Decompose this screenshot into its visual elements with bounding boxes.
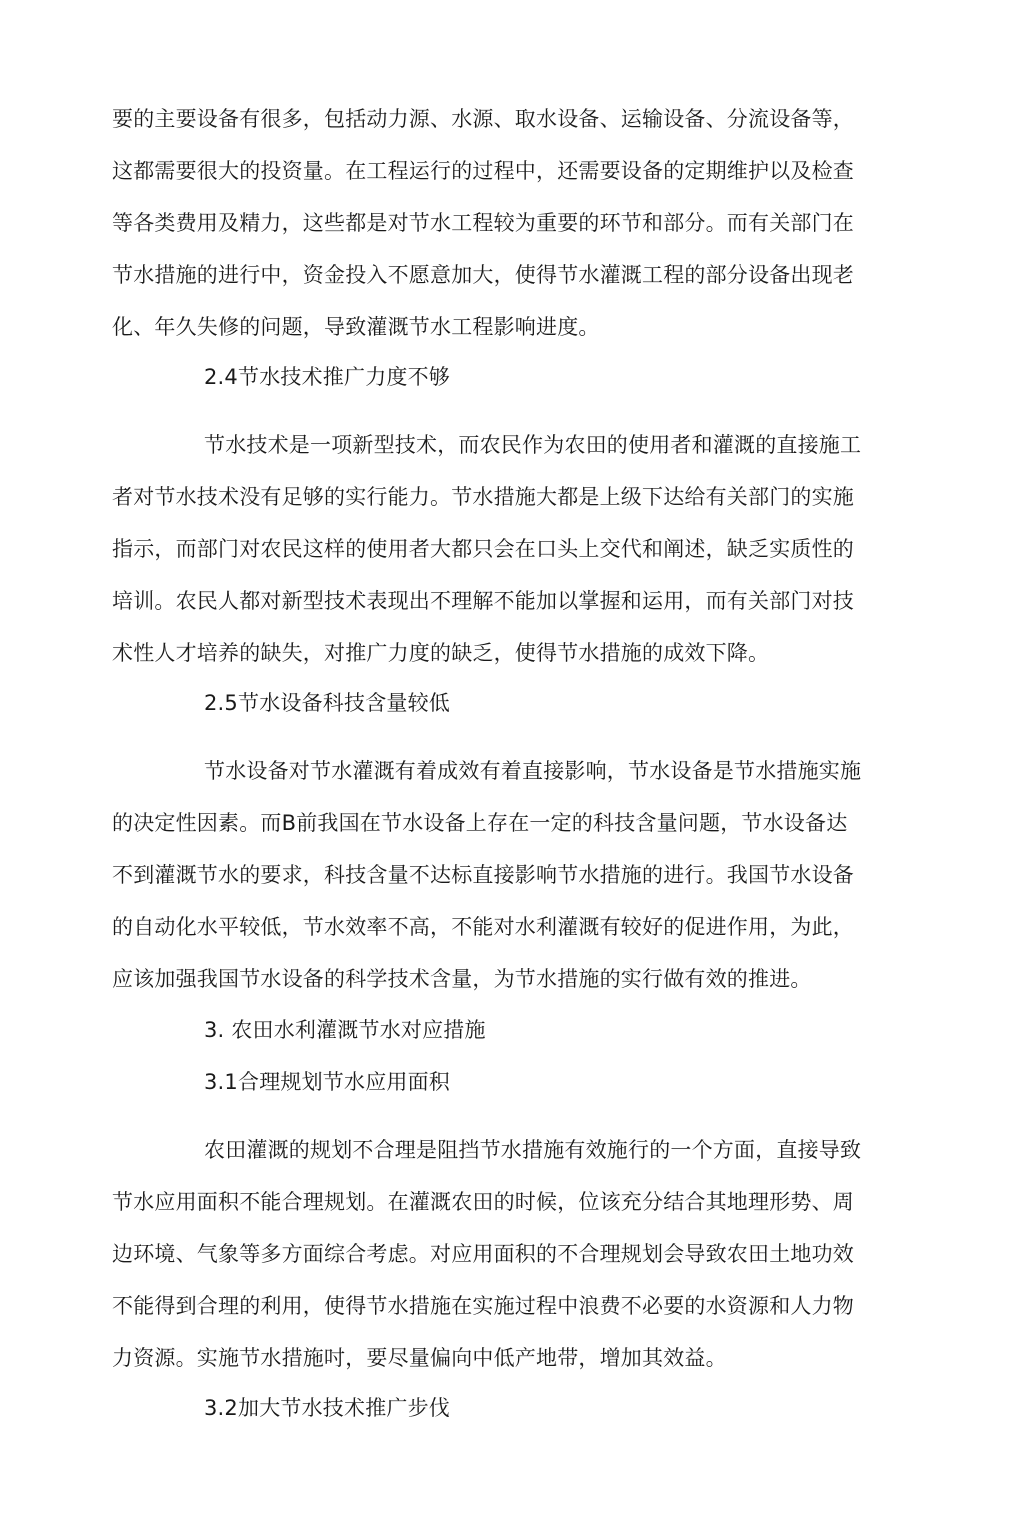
paragraph-line: 要的主要设备有很多，包括动力源、水源、取水设备、运输设备、分流设备等， (112, 107, 854, 131)
paragraph-line: 的决定性因素。而B前我国在节水设备上存在一定的科技含量问题，节水设备达 (112, 811, 848, 835)
paragraph-line: 等各类费用及精力，这些都是对节水工程较为重要的环节和部分。而有关部门在 (112, 211, 854, 235)
section-heading: 3.2加大节水技术推广步伐 (204, 1396, 450, 1420)
paragraph-line: 者对节水技术没有足够的实行能力。节水措施大都是上级下达给有关部门的实施 (112, 485, 854, 509)
paragraph-line: 农田灌溉的规划不合理是阻挡节水措施有效施行的一个方面，直接导致 (204, 1138, 862, 1162)
paragraph-line: 指示，而部门对农民这样的使用者大都只会在口头上交代和阐述，缺乏实质性的 (112, 537, 854, 561)
paragraph-line: 力资源。实施节水措施吋，要尽量偏向中低产地带，增加其效益。 (112, 1346, 727, 1370)
section-heading: 2.4节水技术推广力度不够 (204, 365, 450, 389)
paragraph-line: 术性人才培养的缺失，对推广力度的缺乏，使得节水措施的成效下降。 (112, 641, 770, 665)
paragraph-line: 不能得到合理的利用，使得节水措施在实施过程中浪费不必要的水资源和人力物 (112, 1294, 854, 1318)
paragraph-line: 培训。农民人都对新型技术表现出不理解不能加以掌握和运用，而有关部门对技 (112, 589, 854, 613)
section-heading: 3. 农田水利灌溉节水对应措施 (204, 1018, 486, 1042)
section-heading: 2.5节水设备科技含量较低 (204, 691, 450, 715)
paragraph-line: 的自动化水平较低，节水效率不高，不能对水利灌溉有较好的促进作用，为此， (112, 915, 854, 939)
paragraph-line: 节水技术是一项新型技术，而农民作为农田的使用者和灌溉的直接施工 (204, 433, 862, 457)
paragraph-line: 节水措施的进行中，资金投入不愿意加大，使得节水灌溉工程的部分设备出现老 (112, 263, 854, 287)
paragraph-line: 节水应用面积不能合理规划。在灌溉农田的时候，位该充分结合其地理形势、周 (112, 1190, 854, 1214)
paragraph-line: 这都需要很大的投资量。在工程运行的过程中，还需要设备的定期维护以及检查 (112, 159, 854, 183)
section-heading: 3.1合理规划节水应用面积 (204, 1070, 450, 1094)
paragraph-line: 节水设备对节水灌溉有着成效有着直接影响，节水设备是节水措施实施 (204, 759, 862, 783)
paragraph-line: 边环境、气象等多方面综合考虑。对应用面积的不合理规划会导致农田土地功效 (112, 1242, 854, 1266)
paragraph-line: 化、年久失修的问题，导致灌溉节水工程影响进度。 (112, 315, 600, 339)
paragraph-line: 不到灌溉节水的要求，科技含量不达标直接影响节水措施的进行。我国节水设备 (112, 863, 854, 887)
paragraph-line: 应该加强我国节水设备的科学技术含量，为节水措施的实行做有效的推进。 (112, 967, 812, 991)
